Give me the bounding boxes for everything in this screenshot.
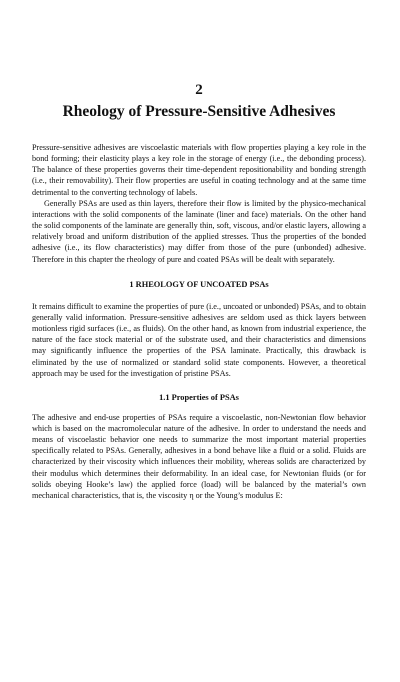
chapter-number: 2 xyxy=(195,82,203,98)
document-page xyxy=(0,82,400,682)
section-1-paragraph: It remains difficult to examine the properties of pure (i.e., uncoated or unbonded) PSAs, and to obtain generally valid information. Pressure-sensitive adhesives are seldom used as thick layers between motionless rigid surfaces (i.e., as fluids). On the other hand, as known from industrial experience, the nature of the face stock material or of the substrate used, and their characteristics and dimensions may significantly influence the properties of the PSA laminate. Practically, this drawback is eliminated by the use of normalized or standard solid state components. However, a theoretical approach may be used for the investigation of pristine PSAs. xyxy=(32,301,366,378)
intro-paragraph-1: Pressure-sensitive adhesives are viscoelastic materials with flow properties playing a key role in the bond forming; their elasticity plays a key role in the storage of energy (i.e., the debonding process). The balance of these properties governs their time-dependent repositionability and bonding strength (i.e., their removability). Their flow properties are useful in coating technology and at the same time detrimental to the converting technology of labels. xyxy=(32,143,366,197)
subsection-heading-properties: 1.1 Properties of PSAs xyxy=(159,392,239,402)
chapter-title: Rheology of Pressure-Sensitive Adhesives xyxy=(62,103,336,120)
subsection-1-1-paragraph: The adhesive and end-use properties of PSAs require a viscoelastic, non-Newtonian flow behavior which is based on the macromolecular nature of the adhesive. In order to understand the needs and means of viscoelastic behavior one needs to summarize the most important material properties specifically related to PSAs. Generally, adhesives in a bond behave like a fluid or a solid. Fluids are characterized by their viscosity which influences their mobility, whereas solids are characterized by their modulus which determines their deformability. In an ideal case, for Newtonian fluids (or for solids obeying Hooke’s law) the applied force (load) will be balanced by the material’s own mechanical characteristics, that is, the viscosity η or the Young’s modulus E: xyxy=(32,412,366,500)
section-heading-rheology-uncoated: 1 RHEOLOGY OF UNCOATED PSAs xyxy=(129,279,269,289)
intro-paragraph-2: Generally PSAs are used as thin layers, therefore their flow is limited by the physico-mechanical interactions with the solid components of the laminate (liner and face) materials. On the other hand the solid components of the laminate are generally thin, soft, viscous, and/or elastic layers, allowing a relatively broad and uniform distribution of the applied stresses. Thus the properties of the bonded adhesive (i.e., its flow characteristics) may differ from those of the pure (unbonded) adhesive. Therefore in this chapter the rheology of pure and coated PSAs will be dealt with separately. xyxy=(32,198,366,264)
